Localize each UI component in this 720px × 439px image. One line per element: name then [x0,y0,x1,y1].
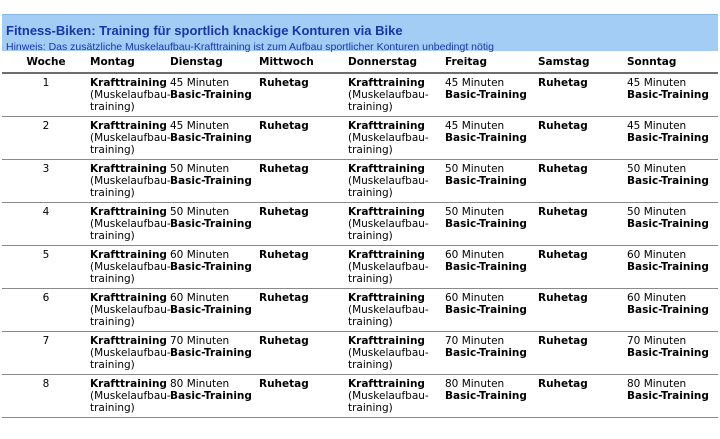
basic-training-label: Basic-Training [170,304,252,316]
basic-training-label: Basic-Training [445,304,527,316]
strength-title: Krafttraining [90,378,167,390]
strength-sub: training) [90,316,135,328]
cell-samstag [538,73,627,117]
basic-training-label: Basic-Training [445,218,527,230]
cell-montag [90,375,170,418]
rest-day-label: Ruhetag [538,120,588,132]
duration: 45 Minuten [445,120,505,132]
column-header-sonntag: Sonntag [627,51,718,73]
week-number: 1 [2,73,90,117]
cell-freitag [445,160,538,203]
duration: 70 Minuten [627,335,687,347]
cell-montag [90,332,170,375]
strength-title: Krafttraining [348,249,425,261]
basic-training-label: Basic-Training [170,390,252,402]
duration: 50 Minuten [170,163,230,175]
rest-day-label: Ruhetag [259,77,309,89]
duration: 70 Minuten [445,335,505,347]
strength-title: Krafttraining [348,378,425,390]
strength-title: Krafttraining [348,77,425,89]
duration: 45 Minuten [627,120,687,132]
duration: 60 Minuten [627,292,687,304]
strength-title: Krafttraining [90,335,167,347]
cell-dienstag [170,289,259,332]
strength-title: Krafttraining [90,206,167,218]
rest-day-label: Ruhetag [538,249,588,261]
cell-montag [90,117,170,160]
cell-freitag [445,73,538,117]
cell-dienstag [170,332,259,375]
rest-day-label: Ruhetag [538,292,588,304]
cell-dienstag [170,246,259,289]
training-plan [2,14,718,418]
cell-mittwoch [259,203,348,246]
basic-training-label: Basic-Training [627,347,709,359]
table-row [2,160,718,203]
strength-sub: (Muskelaufbau- [348,261,429,273]
strength-sub: training) [348,230,393,242]
plan-title: Fitness-Biken: Training für sportlich knackige Konturen via Bike [6,23,403,38]
duration: 60 Minuten [445,249,505,261]
basic-training-label: Basic-Training [170,347,252,359]
week-number: 3 [2,160,90,203]
table-header-row [2,51,718,73]
strength-sub: (Muskelaufbau- [348,304,429,316]
cell-samstag [538,117,627,160]
rest-day-label: Ruhetag [259,292,309,304]
strength-sub: (Muskelaufbau- [348,218,429,230]
cell-dienstag [170,117,259,160]
cell-samstag [538,203,627,246]
cell-sonntag [627,160,718,203]
cell-samstag [538,375,627,418]
basic-training-label: Basic-Training [170,132,252,144]
basic-training-label: Basic-Training [170,175,252,187]
cell-sonntag [627,289,718,332]
plan-hint: Hinweis: Das zusätzliche Muskelaufbau-Krafttraining ist zum Aufbau sportlicher Konturen unbedingt nötig [6,41,494,53]
strength-sub: (Muskelaufbau- [90,261,171,273]
column-header-donnerstag: Donnerstag [348,51,445,73]
week-number: 6 [2,289,90,332]
table-row [2,117,718,160]
basic-training-label: Basic-Training [627,218,709,230]
cell-montag [90,246,170,289]
cell-freitag [445,332,538,375]
rest-day-label: Ruhetag [259,163,309,175]
table-body [2,73,718,418]
cell-sonntag [627,332,718,375]
column-header-freitag: Freitag [445,51,538,73]
strength-sub: (Muskelaufbau- [90,89,171,101]
strength-sub: training) [90,273,135,285]
basic-training-label: Basic-Training [445,261,527,273]
cell-samstag [538,289,627,332]
cell-dienstag [170,73,259,117]
strength-sub: (Muskelaufbau- [90,390,171,402]
duration: 50 Minuten [170,206,230,218]
column-header-montag: Montag [90,51,170,73]
cell-mittwoch [259,375,348,418]
strength-sub: (Muskelaufbau- [90,218,171,230]
strength-title: Krafttraining [90,292,167,304]
cell-sonntag [627,73,718,117]
week-number: 2 [2,117,90,160]
rest-day-label: Ruhetag [259,335,309,347]
strength-title: Krafttraining [90,77,167,89]
strength-sub: (Muskelaufbau- [90,347,171,359]
table-row [2,246,718,289]
duration: 80 Minuten [445,378,505,390]
strength-sub: (Muskelaufbau- [90,132,171,144]
column-header-mittwoch: Mittwoch [259,51,348,73]
cell-donnerstag [348,160,445,203]
cell-dienstag [170,160,259,203]
column-header-dienstag: Dienstag [170,51,259,73]
strength-title: Krafttraining [348,292,425,304]
cell-dienstag [170,375,259,418]
basic-training-label: Basic-Training [627,261,709,273]
week-number: 5 [2,246,90,289]
duration: 50 Minuten [627,163,687,175]
table-row [2,375,718,418]
table-row [2,289,718,332]
duration: 45 Minuten [170,120,230,132]
cell-mittwoch [259,332,348,375]
cell-donnerstag [348,375,445,418]
rest-day-label: Ruhetag [259,249,309,261]
cell-freitag [445,117,538,160]
cell-samstag [538,160,627,203]
strength-title: Krafttraining [348,335,425,347]
rest-day-label: Ruhetag [538,163,588,175]
duration: 45 Minuten [170,77,230,89]
cell-dienstag [170,203,259,246]
plan-header [2,14,718,51]
cell-sonntag [627,117,718,160]
rest-day-label: Ruhetag [538,206,588,218]
cell-montag [90,203,170,246]
basic-training-label: Basic-Training [445,175,527,187]
week-number: 8 [2,375,90,418]
strength-title: Krafttraining [348,120,425,132]
basic-training-label: Basic-Training [627,132,709,144]
rest-day-label: Ruhetag [538,335,588,347]
strength-sub: (Muskelaufbau- [90,304,171,316]
cell-freitag [445,289,538,332]
basic-training-label: Basic-Training [445,390,527,402]
cell-donnerstag [348,73,445,117]
cell-mittwoch [259,117,348,160]
duration: 50 Minuten [627,206,687,218]
cell-montag [90,289,170,332]
cell-donnerstag [348,203,445,246]
cell-mittwoch [259,289,348,332]
strength-sub: (Muskelaufbau- [348,347,429,359]
strength-sub: (Muskelaufbau- [348,132,429,144]
cell-freitag [445,375,538,418]
table-row [2,332,718,375]
basic-training-label: Basic-Training [170,218,252,230]
basic-training-label: Basic-Training [445,132,527,144]
strength-title: Krafttraining [90,249,167,261]
strength-sub: (Muskelaufbau- [348,175,429,187]
cell-donnerstag [348,117,445,160]
strength-title: Krafttraining [90,163,167,175]
basic-training-label: Basic-Training [627,390,709,402]
strength-sub: training) [348,273,393,285]
strength-sub: training) [348,359,393,371]
rest-day-label: Ruhetag [259,378,309,390]
rest-day-label: Ruhetag [538,77,588,89]
basic-training-label: Basic-Training [627,304,709,316]
basic-training-label: Basic-Training [445,347,527,359]
cell-donnerstag [348,332,445,375]
duration: 70 Minuten [170,335,230,347]
basic-training-label: Basic-Training [627,89,709,101]
rest-day-label: Ruhetag [259,206,309,218]
cell-samstag [538,246,627,289]
strength-sub: (Muskelaufbau- [348,89,429,101]
basic-training-label: Basic-Training [170,261,252,273]
strength-sub: training) [90,359,135,371]
strength-sub: training) [90,402,135,414]
cell-mittwoch [259,73,348,117]
strength-title: Krafttraining [90,120,167,132]
basic-training-label: Basic-Training [627,175,709,187]
column-header-woche: Woche [2,51,90,73]
basic-training-label: Basic-Training [445,89,527,101]
rest-day-label: Ruhetag [538,378,588,390]
duration: 50 Minuten [445,206,505,218]
strength-sub: training) [90,144,135,156]
cell-mittwoch [259,246,348,289]
strength-title: Krafttraining [348,206,425,218]
rest-day-label: Ruhetag [259,120,309,132]
cell-montag [90,160,170,203]
strength-sub: training) [90,101,135,113]
strength-sub: training) [348,402,393,414]
basic-training-label: Basic-Training [170,89,252,101]
cell-donnerstag [348,289,445,332]
schedule-table [2,51,718,418]
strength-sub: (Muskelaufbau- [348,390,429,402]
strength-sub: training) [90,187,135,199]
week-number: 4 [2,203,90,246]
duration: 50 Minuten [445,163,505,175]
cell-freitag [445,246,538,289]
cell-freitag [445,203,538,246]
duration: 60 Minuten [170,292,230,304]
strength-sub: training) [348,144,393,156]
duration: 80 Minuten [627,378,687,390]
cell-mittwoch [259,160,348,203]
strength-sub: training) [348,187,393,199]
table-row [2,203,718,246]
duration: 45 Minuten [627,77,687,89]
strength-sub: training) [90,230,135,242]
duration: 80 Minuten [170,378,230,390]
strength-sub: training) [348,316,393,328]
duration: 60 Minuten [170,249,230,261]
strength-title: Krafttraining [348,163,425,175]
strength-sub: (Muskelaufbau- [90,175,171,187]
cell-sonntag [627,246,718,289]
cell-sonntag [627,203,718,246]
duration: 45 Minuten [445,77,505,89]
cell-sonntag [627,375,718,418]
cell-montag [90,73,170,117]
column-header-samstag: Samstag [538,51,627,73]
duration: 60 Minuten [627,249,687,261]
strength-sub: training) [348,101,393,113]
cell-donnerstag [348,246,445,289]
cell-samstag [538,332,627,375]
table-row [2,73,718,117]
week-number: 7 [2,332,90,375]
duration: 60 Minuten [445,292,505,304]
